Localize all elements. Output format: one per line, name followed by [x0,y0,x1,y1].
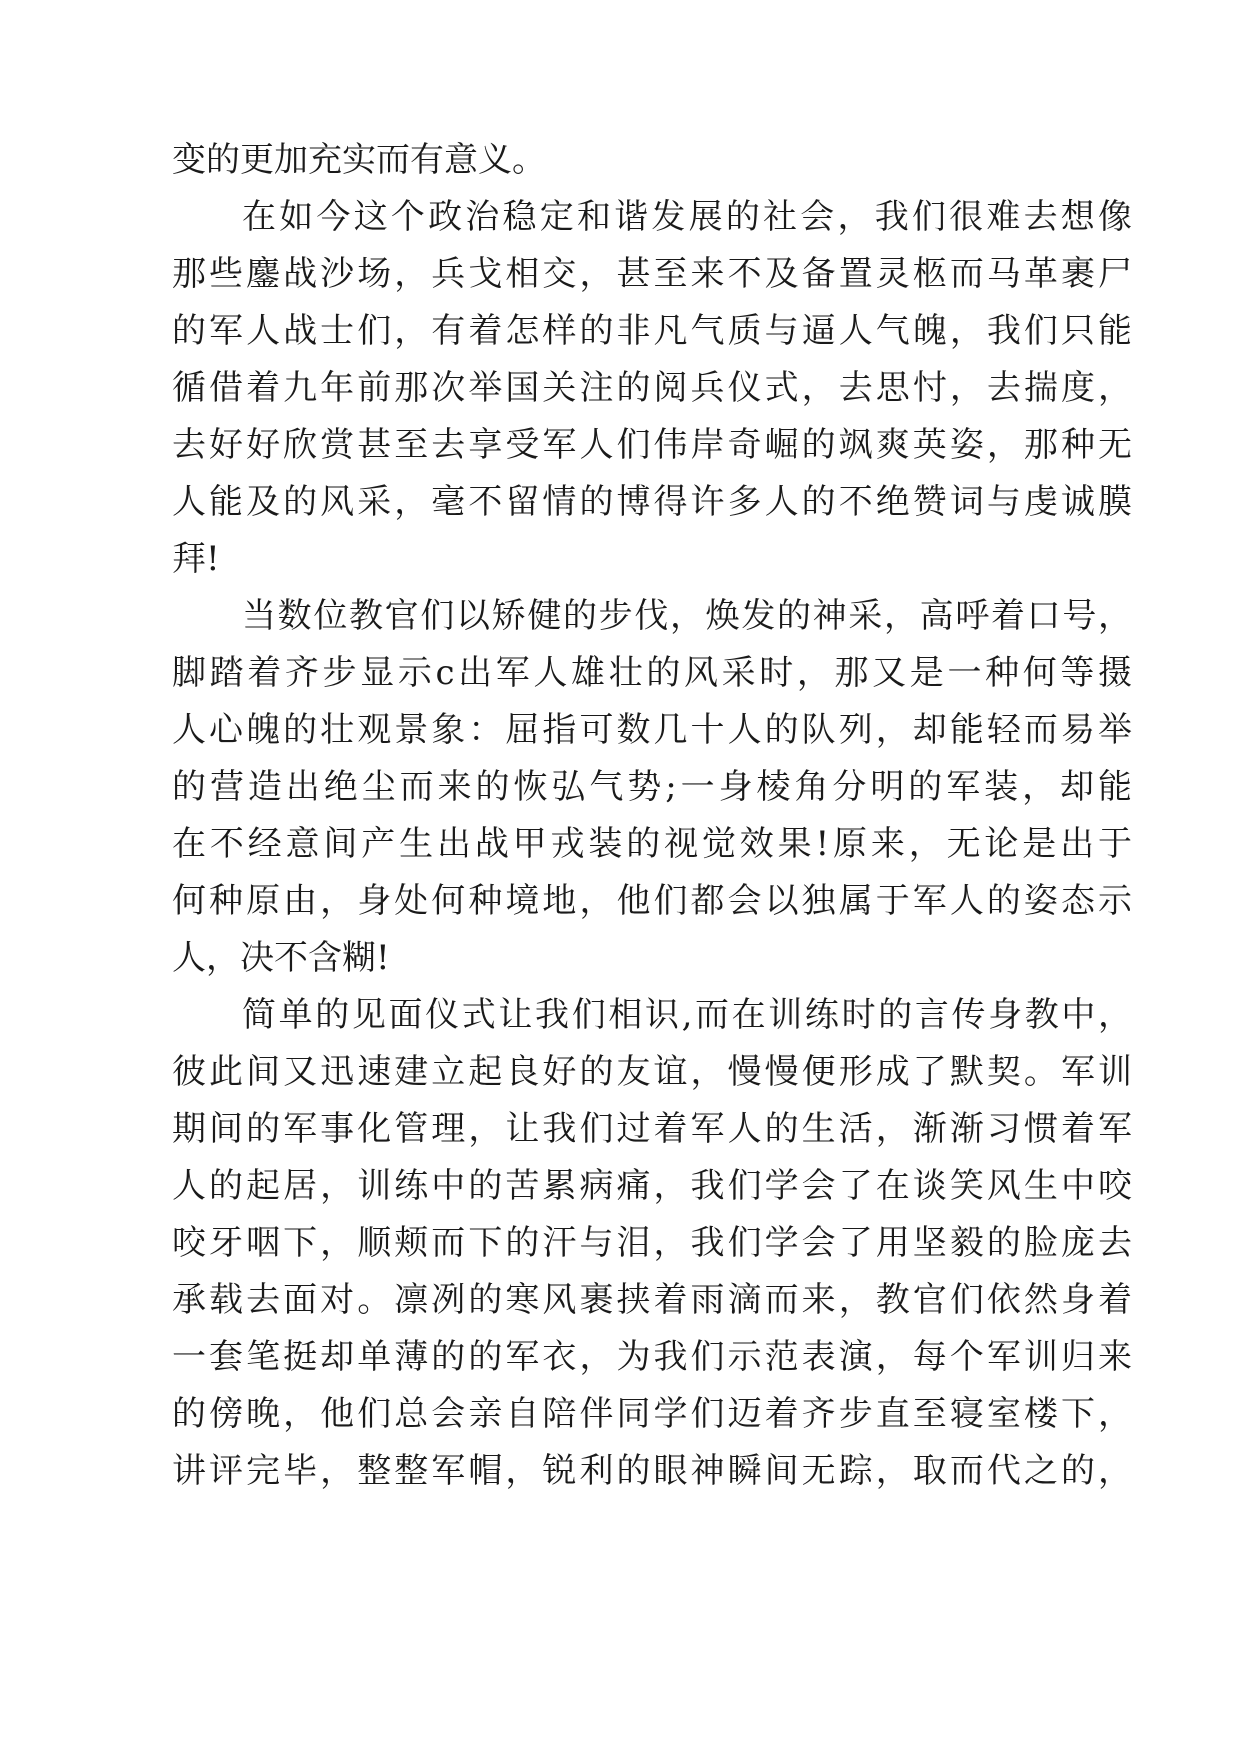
text-line: 变的更加充实而有意义。 [172,140,546,180]
text-line: 在不经意间产生出战甲戎装的视觉效果!原来，无论是出于 [172,824,1132,864]
text-line: 简单的见面仪式让我们相识,而在训练时的言传身教中， [242,995,1132,1035]
text-line: 期间的军事化管理，让我们过着军人的生活，渐渐习惯着军 [172,1109,1132,1149]
text-line: 脚踏着齐步显示c出军人雄壮的风采时，那又是一种何等摄 [172,653,1132,693]
text-line: 的营造出绝尘而来的恢弘气势;一身棱角分明的军装，却能 [172,767,1132,807]
text-line: 当数位教官们以矫健的步伐，焕发的神采，高呼着口号， [242,596,1132,636]
text-line: 咬牙咽下，顺颊而下的汗与泪，我们学会了用坚毅的脸庞去 [172,1223,1132,1263]
text-line: 人心魄的壮观景象：屈指可数几十人的队列，却能轻而易举 [172,710,1132,750]
text-line: 讲评完毕，整整军帽，锐利的眼神瞬间无踪，取而代之的， [172,1451,1132,1491]
text-line: 循借着九年前那次举国关注的阅兵仪式，去思忖，去揣度， [172,368,1132,408]
text-line: 人，决不含糊! [172,938,390,978]
text-line: 一套笔挺却单薄的的军衣，为我们示范表演，每个军训归来 [172,1337,1132,1377]
text-line: 承载去面对。凛冽的寒风裹挟着雨滴而来，教官们依然身着 [172,1280,1132,1320]
text-line: 的军人战士们，有着怎样的非凡气质与逼人气魄，我们只能 [172,311,1132,351]
text-line: 去好好欣赏甚至去享受军人们伟岸奇崛的飒爽英姿，那种无 [172,425,1132,465]
text-line: 那些鏖战沙场，兵戈相交，甚至来不及备置灵柩而马革裹尸 [172,254,1132,294]
text-line: 人能及的风采，毫不留情的博得许多人的不绝赞词与虔诚膜 [172,482,1132,522]
text-line: 的傍晚，他们总会亲自陪伴同学们迈着齐步直至寝室楼下， [172,1394,1132,1434]
text-line: 拜! [172,539,220,579]
text-line: 人的起居，训练中的苦累病痛，我们学会了在谈笑风生中咬 [172,1166,1132,1206]
text-line: 何种原由，身处何种境地，他们都会以独属于军人的姿态示 [172,881,1132,921]
text-line: 在如今这个政治稳定和谐发展的社会，我们很难去想像 [242,197,1132,237]
text-line: 彼此间又迅速建立起良好的友谊，慢慢便形成了默契。军训 [172,1052,1132,1092]
